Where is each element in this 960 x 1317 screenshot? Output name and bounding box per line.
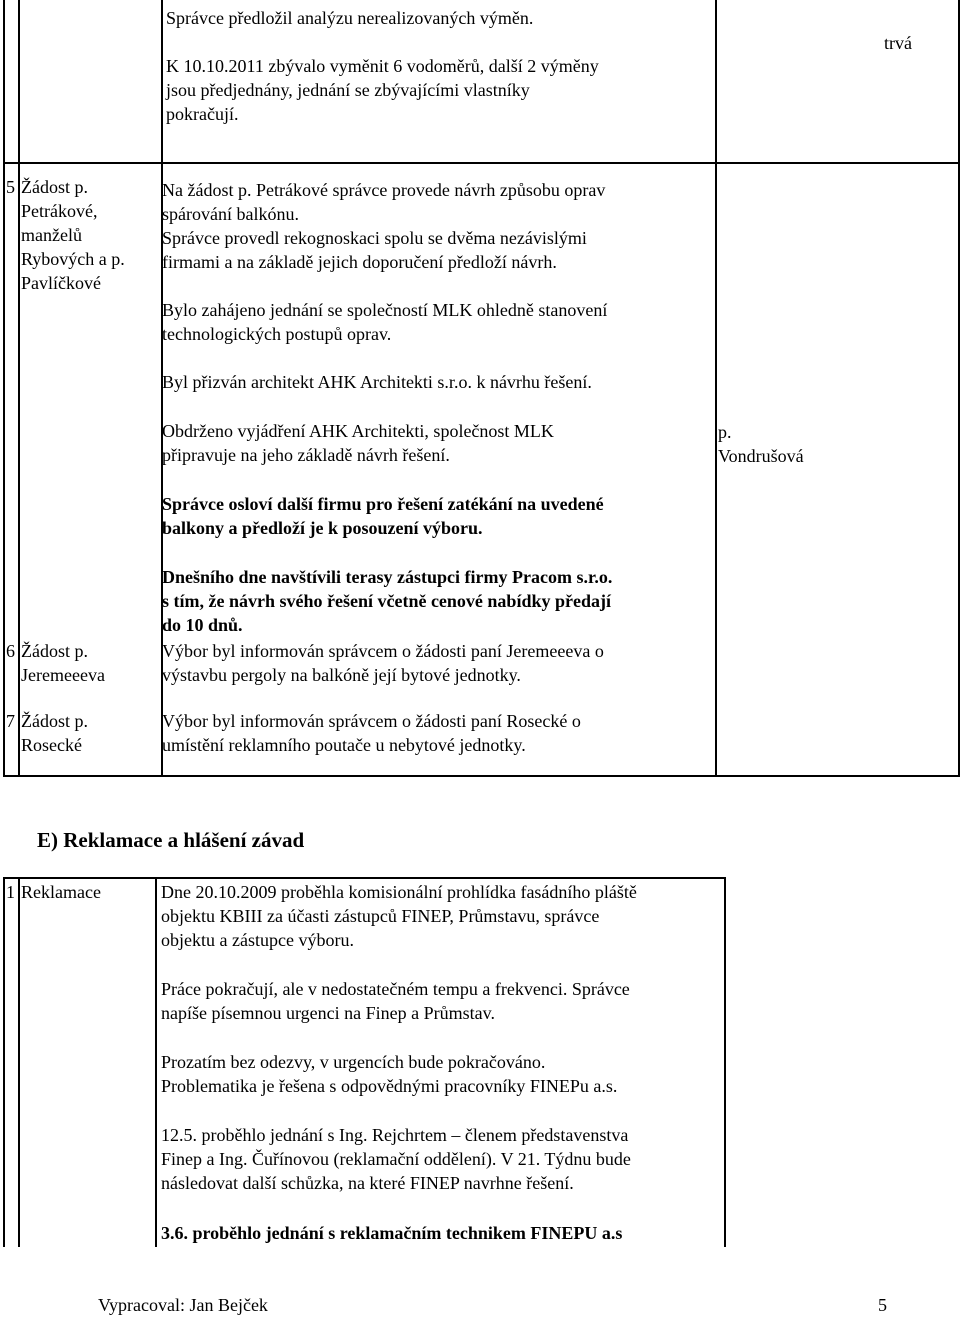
row5-subject-5: Pavlíčkové <box>21 273 101 293</box>
row5-content-5: Bylo zahájeno jednání se společností MLK ohledně stanovení <box>162 300 608 320</box>
row5-content-10: Správce osloví další firmu pro řešení zatékání na uvedené <box>162 494 604 514</box>
row-prev-line-2: K 10.10.2011 zbývalo vyměnit 6 vodoměrů, další 2 výměny <box>166 56 599 76</box>
row5-content-13: s tím, že návrh svého řešení včetně cenové nabídky předají <box>162 591 611 611</box>
row-prev-line-3: jsou předjednány, jednání se zbývajícími vlastníky <box>166 80 530 100</box>
row5-content-2: spárování balkónu. <box>162 204 299 224</box>
row5-number: 5 <box>6 177 15 197</box>
e-row1-content-4: Práce pokračují, ale v nedostatečném tempu a frekvenci. Správce <box>161 979 630 999</box>
table1-col-divider-1 <box>18 0 20 777</box>
e-row1-content-9: Finep a Ing. Čuřínovou (reklamační oddělení). V 21. Týdnu bude <box>161 1149 631 1169</box>
table1-col-divider-3 <box>715 0 717 777</box>
e-row1-content-11: 3.6. proběhlo jednání s reklamačním technikem FINEPU a.s <box>161 1223 623 1243</box>
row6-subject-1: Žádost p. <box>21 641 88 661</box>
row5-content-9: připravuje na jeho základě návrh řešení. <box>162 445 450 465</box>
row6-number: 6 <box>6 641 15 661</box>
e-row1-content-2: objektu KBIII za účasti zástupců FINEP, Průmstavu, správce <box>161 906 600 926</box>
row5-responsible-1: p. <box>718 422 732 442</box>
row7-content-1: Výbor byl informován správcem o žádosti paní Rosecké o <box>162 711 581 731</box>
table2-border-right <box>724 877 726 1247</box>
footer-page-number: 5 <box>878 1295 887 1315</box>
row7-subject-2: Rosecké <box>21 735 82 755</box>
e-row1-content-6: Prozatím bez odezvy, v urgencích bude pokračováno. <box>161 1052 546 1072</box>
row5-subject-4: Rybových a p. <box>21 249 125 269</box>
row7-content-2: umístění reklamního poutače u nebytové jednotky. <box>162 735 526 755</box>
table2-col-divider-2 <box>155 877 157 1247</box>
table1-border-left <box>3 0 5 777</box>
footer-author: Vypracoval: Jan Bejček <box>98 1295 268 1315</box>
row-prev-status: trvá <box>884 33 912 53</box>
row5-content-6: technologických postupů oprav. <box>162 324 392 344</box>
row5-content-12: Dnešního dne navštívili terasy zástupci firmy Pracom s.r.o. <box>162 567 613 587</box>
row5-content-11: balkony a předloží je k posouzení výboru. <box>162 518 483 538</box>
e-row1-content-1: Dne 20.10.2009 proběhla komisionální prohlídka fasádního pláště <box>161 882 637 902</box>
row6-content-1: Výbor byl informován správcem o žádosti paní Jeremeeeva o <box>162 641 604 661</box>
row5-responsible-2: Vondrušová <box>718 446 804 466</box>
row5-subject-1: Žádost p. <box>21 177 88 197</box>
table2-col-divider-1 <box>18 877 20 1247</box>
row5-content-14: do 10 dnů. <box>162 615 243 635</box>
row5-content-4: firmami a na základě jejich doporučení předloží návrh. <box>162 252 557 272</box>
e-row1-number: 1 <box>6 882 15 902</box>
row5-content-1: Na žádost p. Petrákové správce provede návrh způsobu oprav <box>162 180 606 200</box>
e-row1-content-7: Problematika je řešena s odpovědnými pracovníky FINEPu a.s. <box>161 1076 618 1096</box>
e-row1-content-3: objektu a zástupce výboru. <box>161 930 354 950</box>
row7-number: 7 <box>6 711 15 731</box>
section-e-heading: E) Reklamace a hlášení závad <box>37 828 305 852</box>
table2-border-left <box>3 877 5 1247</box>
e-row1-content-10: následovat další schůzka, na které FINEP navrhne řešení. <box>161 1173 574 1193</box>
row6-content-2: výstavbu pergoly na balkóně její bytové jednotky. <box>162 665 521 685</box>
row5-content-3: Správce provedl rekognoskaci spolu se dvěma nezávislými <box>162 228 587 248</box>
row5-subject-2: Petrákové, <box>21 201 98 221</box>
table1-row-divider <box>3 162 960 164</box>
row5-content-7: Byl přizván architekt AHK Architekti s.r.o. k návrhu řešení. <box>162 372 592 392</box>
row-prev-line-4: pokračují. <box>166 104 239 124</box>
row-prev-line-1: Správce předložil analýzu nerealizovaných výměn. <box>166 8 534 28</box>
e-row1-content-5: napíše písemnou urgenci na Finep a Průmstav. <box>161 1003 495 1023</box>
row5-content-8: Obdrženo vyjádření AHK Architekti, společnost MLK <box>162 421 554 441</box>
row5-subject-3: manželů <box>21 225 82 245</box>
e-row1-content-8: 12.5. proběhlo jednání s Ing. Rejchrtem – členem představenstva <box>161 1125 629 1145</box>
e-row1-subject: Reklamace <box>21 882 101 902</box>
row6-subject-2: Jeremeeeva <box>21 665 105 685</box>
table2-border-top <box>3 877 726 879</box>
row7-subject-1: Žádost p. <box>21 711 88 731</box>
table1-border-bottom <box>3 775 960 777</box>
